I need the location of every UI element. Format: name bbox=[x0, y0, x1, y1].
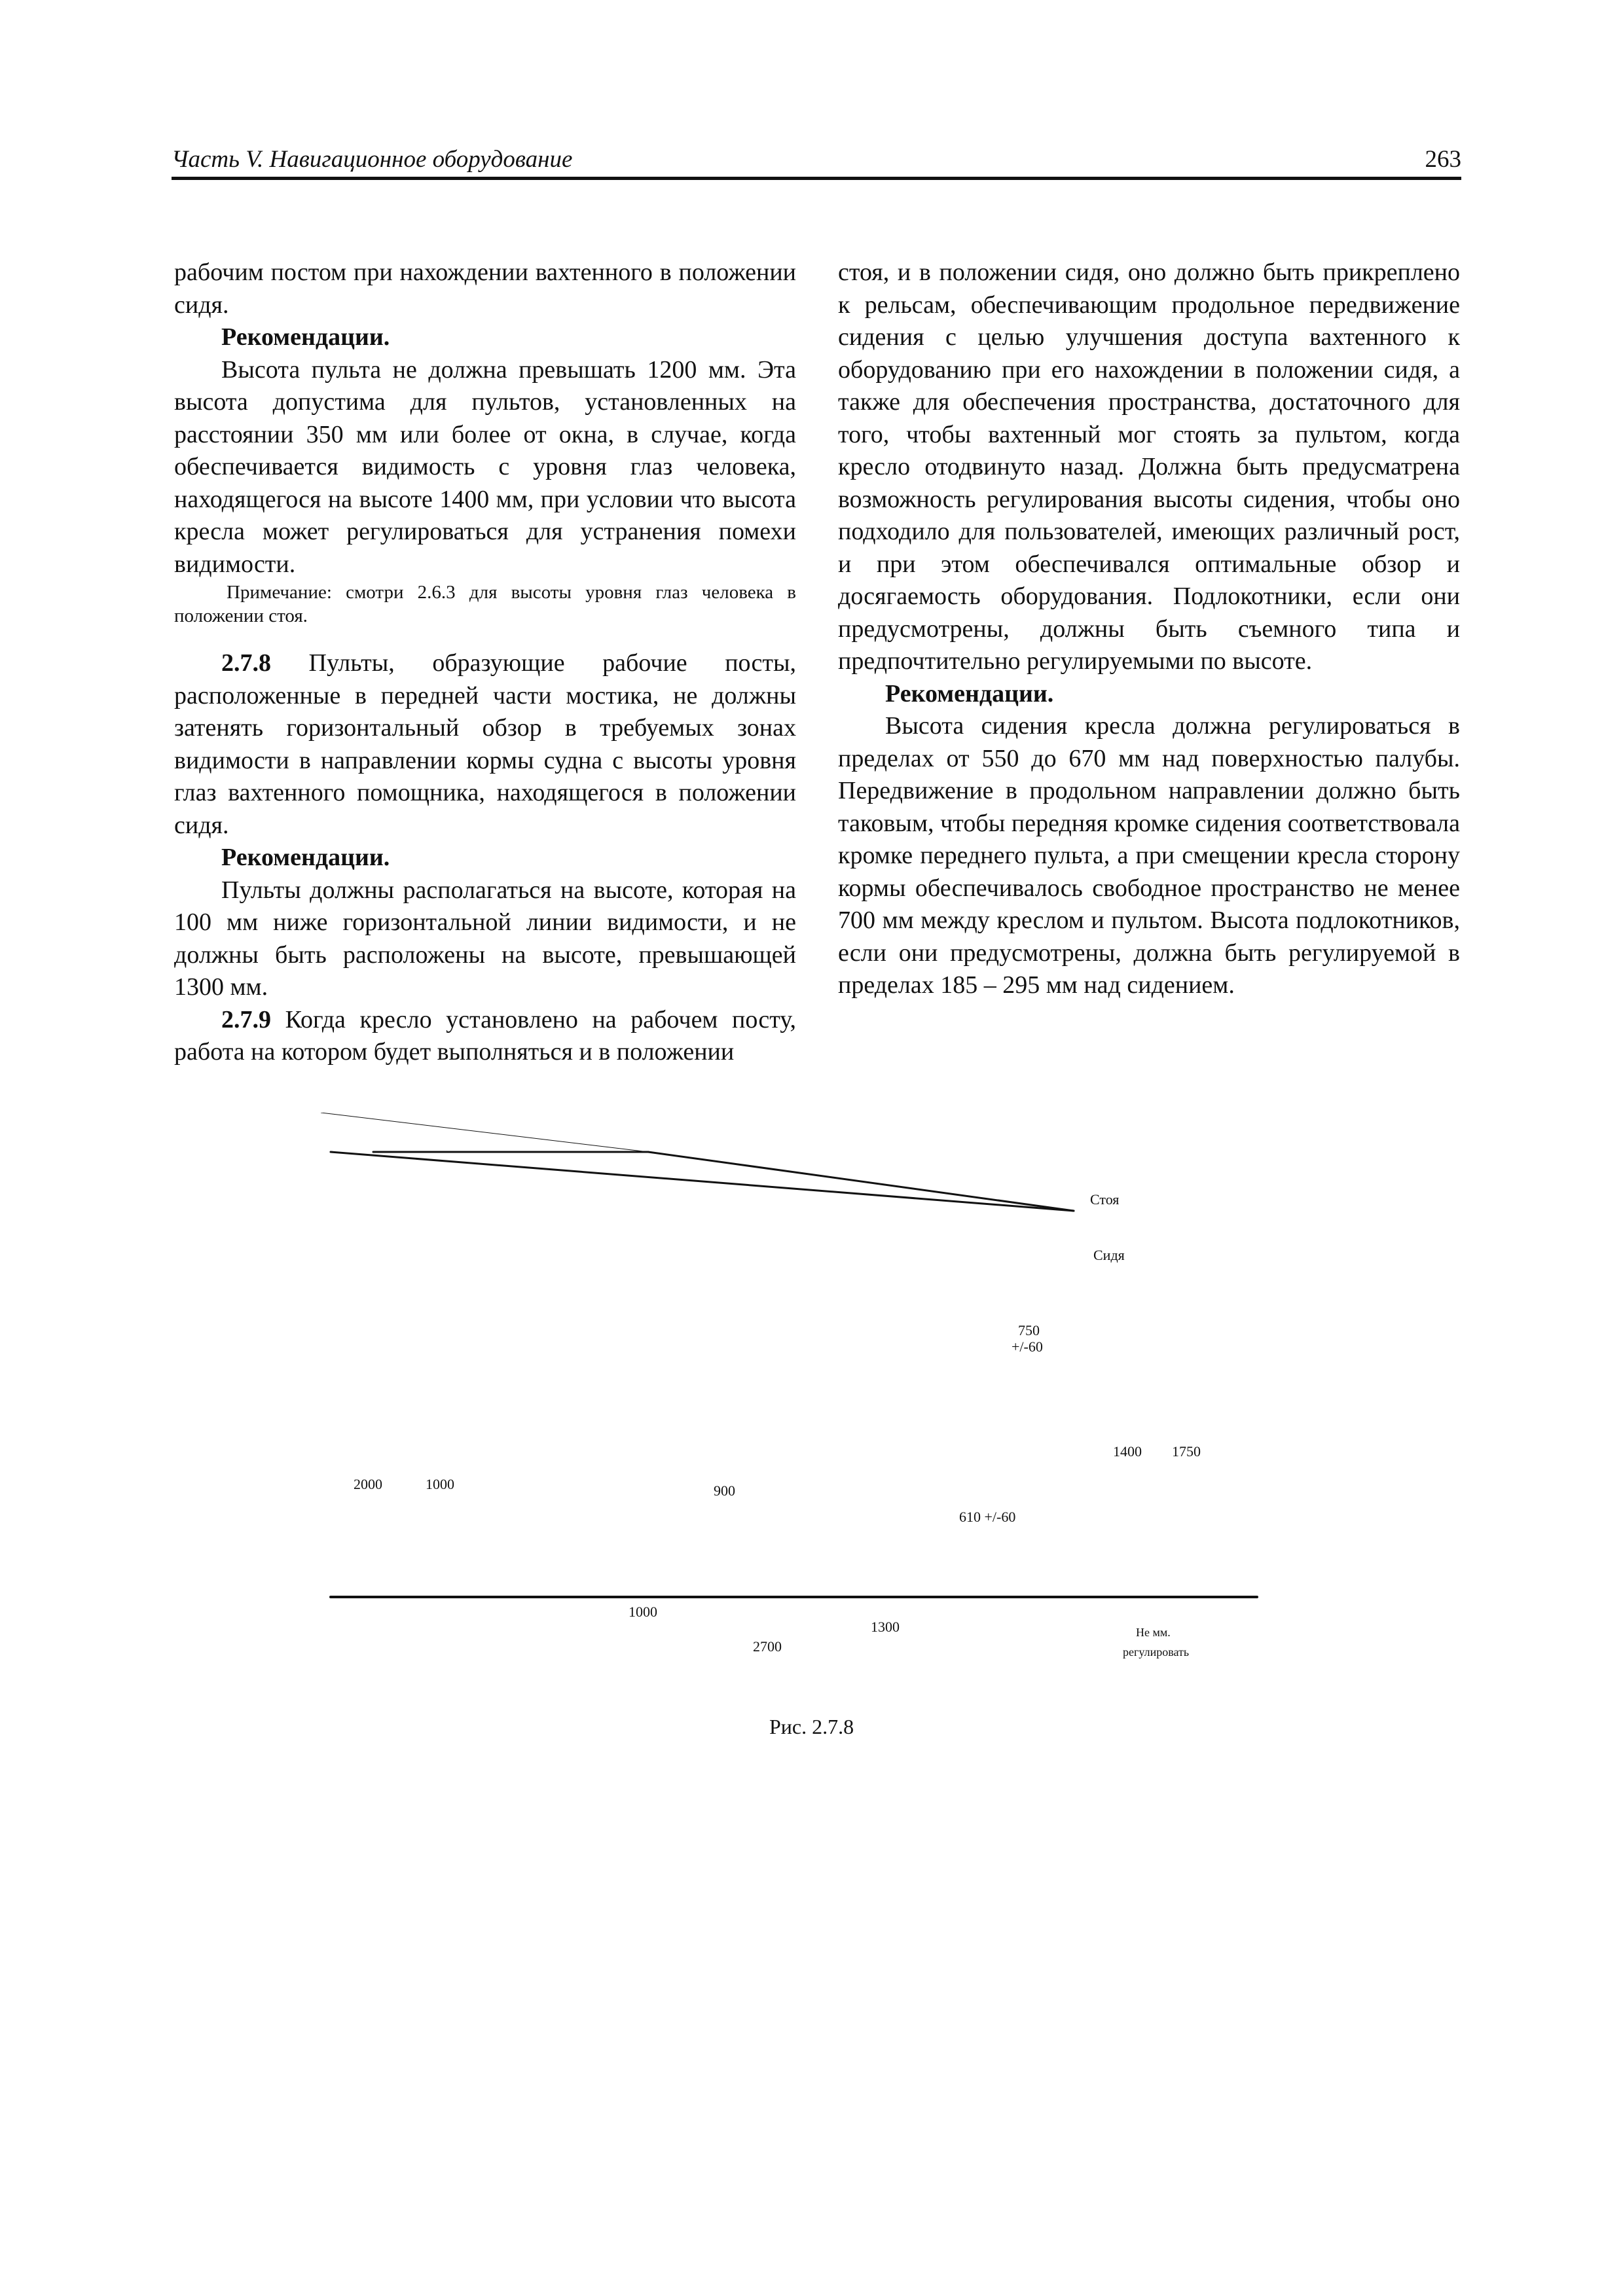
section-number: 2.7.9 bbox=[221, 1005, 271, 1033]
section-text: Пульты, образующие рабочие посты, расположенные в передней части мостика, не должны затенять горизонтальный обзор в требуемых зонах видимости в направлении кормы судна с высоты уровня глаз вахтенного помощника, находящегося в положении сидя. bbox=[174, 649, 796, 839]
section-2-7-9 bbox=[174, 1004, 796, 1069]
section-2-7-8 bbox=[174, 647, 796, 842]
sight-line-standing bbox=[331, 1152, 1074, 1211]
paragraph: рабочим постом при нахождении вахтенного в положении сидя. bbox=[174, 259, 796, 319]
paragraph: Высота сидения кресла должна регулироваться в пределах от 550 до 670 мм над поверхностью палубы. Передвижение в продольном направлении должно быть таковым, чтобы передняя кромке сидения соответствовала кромке переднего пульта, а при смещении кресла сторону кормы обеспечивалось свободное пространство не менее 700 мм между креслом и пультом. Высота подлокотников, если они предусмотрены, должна быть регулируемой в пределах 185 – 295 мм над сидением. bbox=[838, 712, 1460, 999]
running-title: Часть V. Навигационное оборудование bbox=[172, 146, 573, 173]
label-900: 900 bbox=[714, 1482, 735, 1499]
paragraph: Пульты должны располагаться на высоте, которая на 100 мм ниже горизонтальной линии видимости, и не должны быть расположены на высоте, превышающей 1300 мм. bbox=[174, 876, 796, 1001]
recommendations-heading: Рекомендации. bbox=[885, 679, 1054, 708]
section-text: Когда кресло установлено на рабочем посту, работа на котором будет выполняться и в положении bbox=[174, 1005, 796, 1066]
label-l2700: 2700 bbox=[753, 1638, 782, 1655]
label-1750: 1750 bbox=[1172, 1443, 1201, 1460]
label-750-tol: +/-60 bbox=[1012, 1338, 1043, 1355]
label-750: 750 bbox=[1018, 1322, 1040, 1338]
figure-caption: Рис. 2.7.8 bbox=[769, 1715, 854, 1738]
label-1400: 1400 bbox=[1113, 1443, 1142, 1460]
label-seated: Сидя bbox=[1093, 1247, 1125, 1263]
label-l1300: 1300 bbox=[871, 1619, 900, 1635]
header-rule bbox=[172, 177, 1461, 180]
label-l1000: 1000 bbox=[629, 1604, 657, 1620]
left-column bbox=[174, 257, 796, 1069]
page-number: 263 bbox=[1425, 146, 1461, 173]
paragraph: Высота пульта не должна превышать 1200 мм. Эта высота допустима для пультов, установленных на расстоянии 350 мм или более от окна, в случае, когда обеспечивается видимость с уровня глаз человека, находящегося на высоте 1400 мм, при условии что высота кресла может регулироваться для устранения помехи видимости. bbox=[174, 355, 796, 578]
right-column bbox=[838, 257, 1460, 1002]
label-adjust-2: регулировать bbox=[1123, 1645, 1190, 1659]
page-header bbox=[172, 141, 1461, 182]
section-number: 2.7.8 bbox=[221, 649, 271, 677]
label-adjust-1: Не мм. bbox=[1136, 1626, 1171, 1639]
label-standing: Стоя bbox=[1090, 1191, 1120, 1208]
label-2000: 2000 bbox=[354, 1476, 382, 1492]
label-1000: 1000 bbox=[426, 1476, 454, 1492]
paragraph: стоя, и в положении сидя, оно должно быть прикреплено к рельсам, обеспечивающим продольное передвижение сидения с целью улучшения доступа вахтенного к оборудованию при его нахождении в положении сидя, а также для обеспечения пространства, достаточного для того, чтобы вахтенный мог стоять за пультом, когда кресло отодвинуто назад. Должна быть предусматрена возможность регулирования высоты сидения, чтобы оно подходило для пользователей, имеющих различный рост, и при этом обеспечивался оптимальные обзор и досягаемость оборудования. Подлокотники, если они предусмотрены, должны быть съемного типа и предпочтительно регулируемыми по высоте. bbox=[838, 259, 1460, 675]
bridge-console-diagram bbox=[321, 1113, 1277, 1689]
recommendations-heading: Рекомендации. bbox=[221, 323, 390, 351]
recommendations-heading: Рекомендации. bbox=[221, 844, 390, 871]
label-610: 610 +/-60 bbox=[959, 1509, 1016, 1525]
note: Примечание: смотри 2.6.3 для высоты уровня глаз человека в положении стоя. bbox=[174, 582, 796, 626]
